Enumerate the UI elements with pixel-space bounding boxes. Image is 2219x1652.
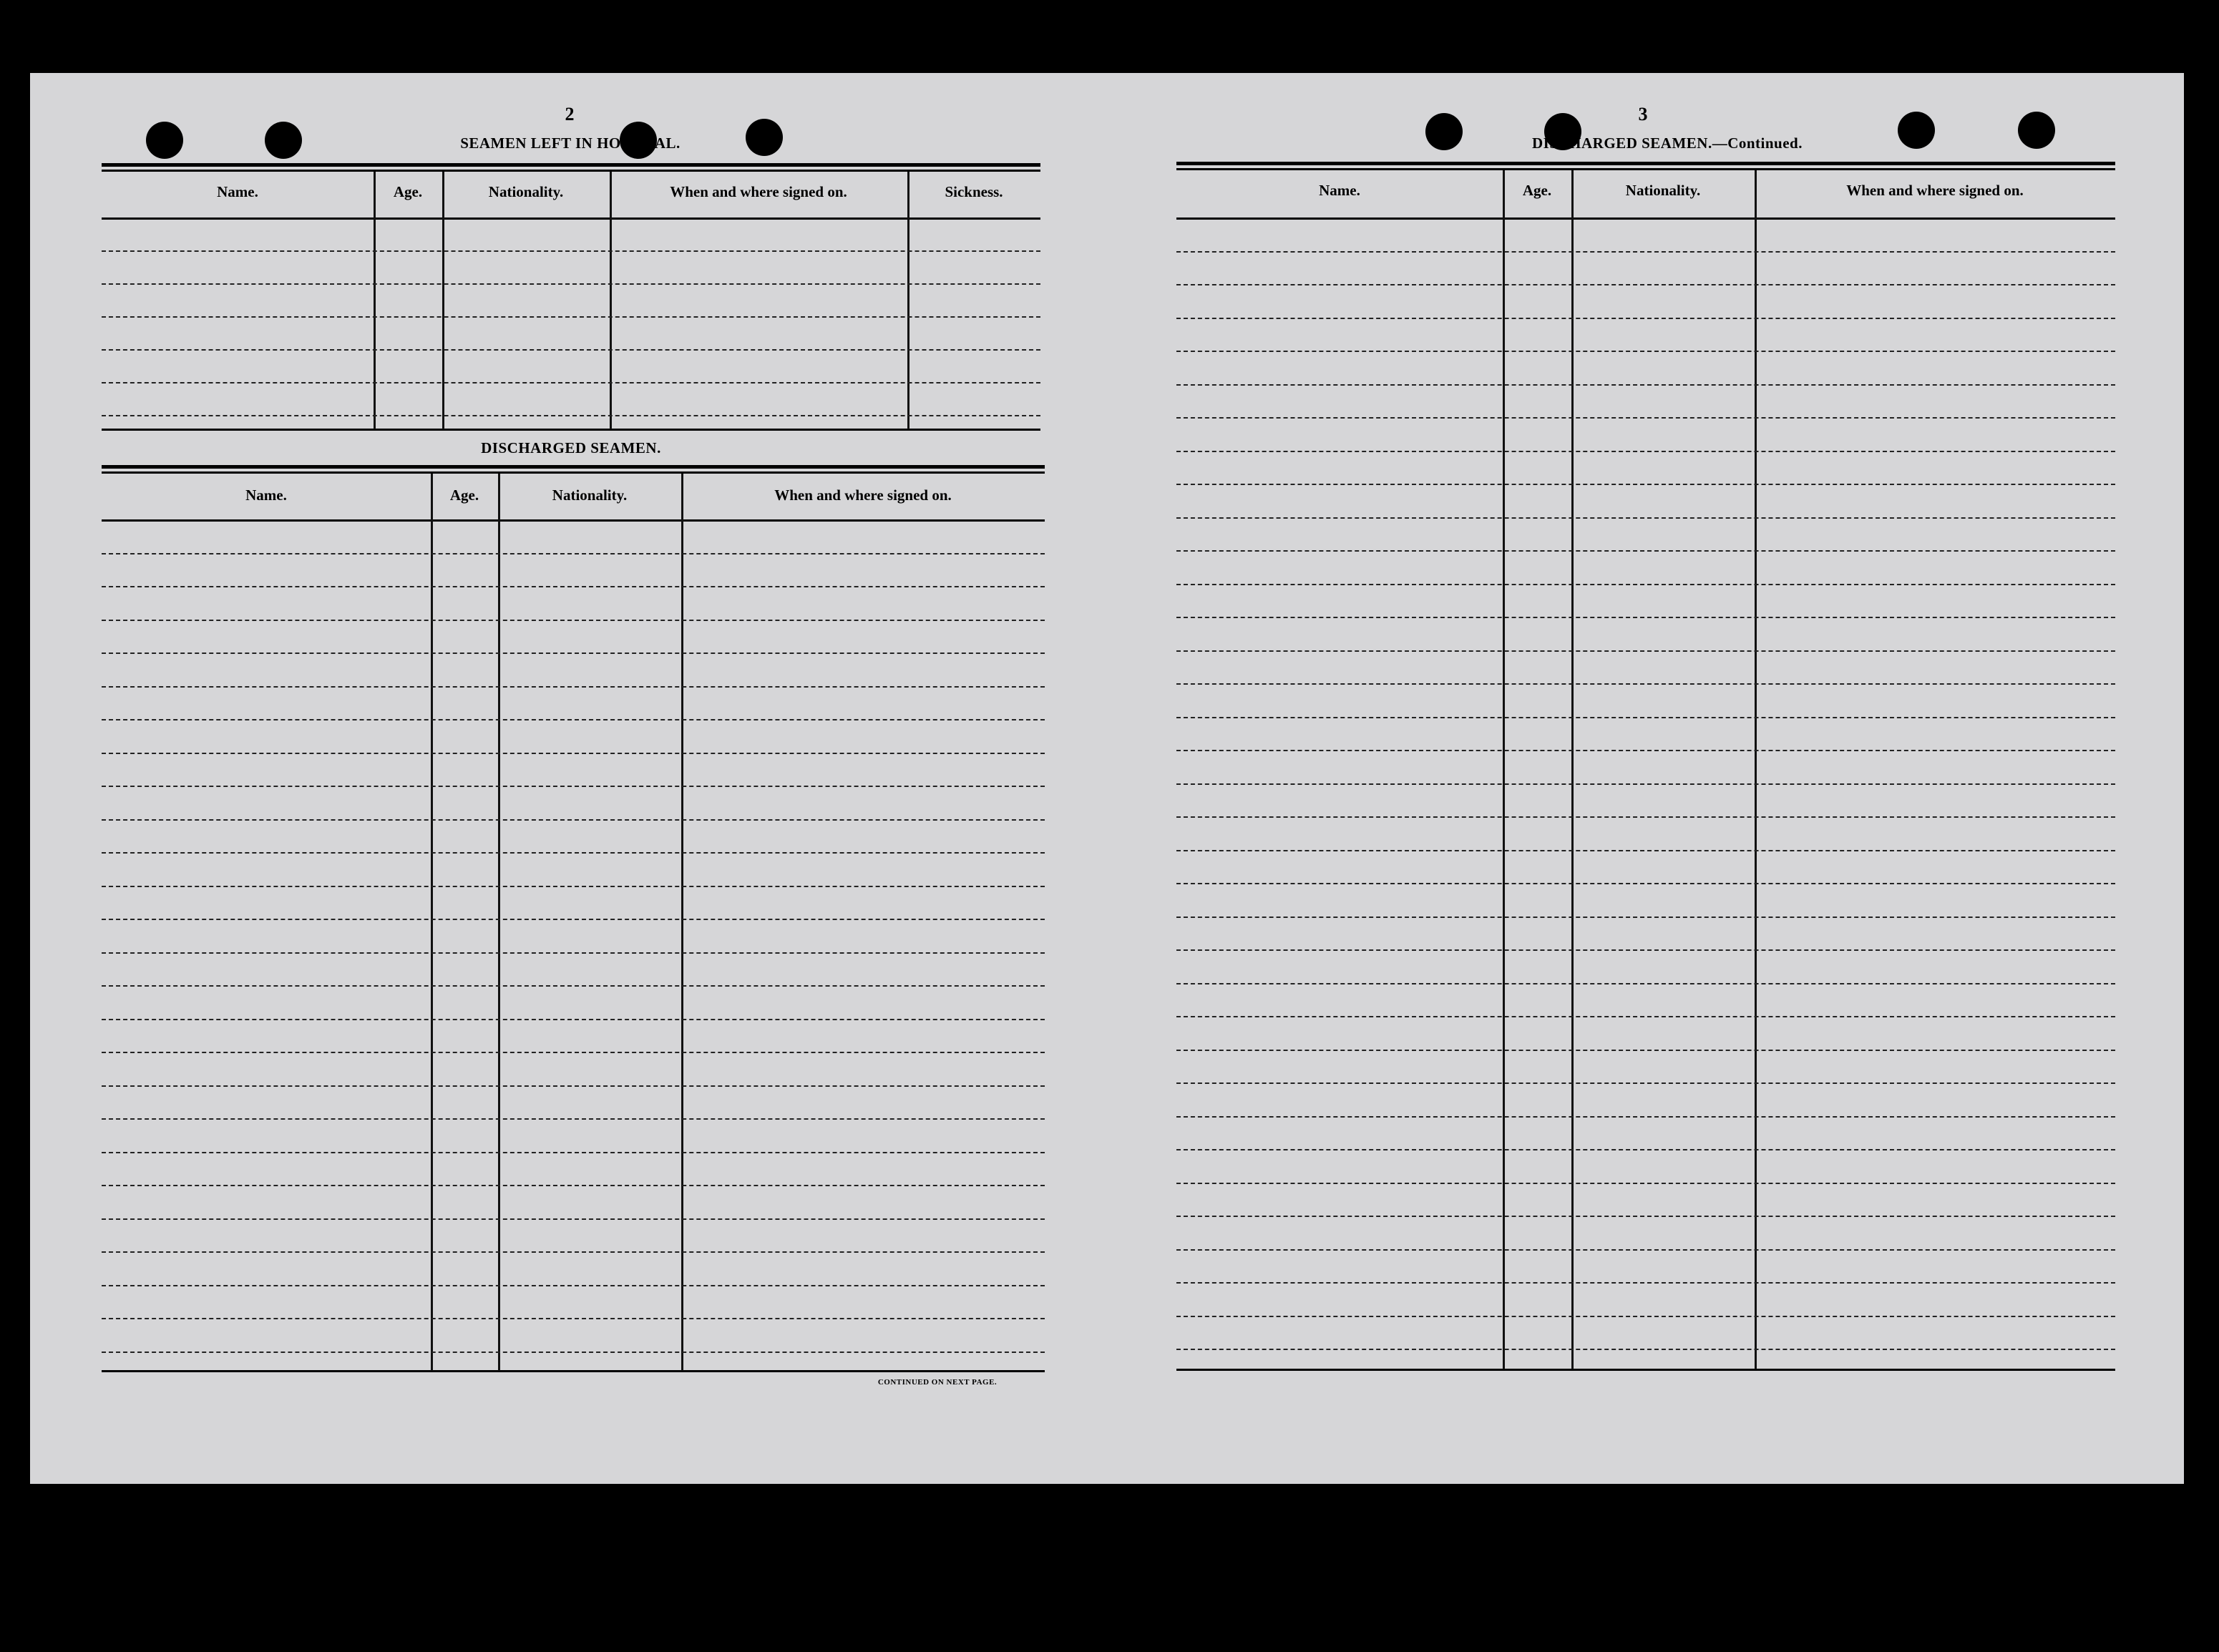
entry-line — [102, 1285, 1045, 1286]
punch-hole — [2018, 112, 2055, 149]
entry-line — [102, 786, 1045, 787]
rule-line — [102, 218, 1040, 220]
column-divider — [610, 172, 612, 429]
entry-line — [1176, 683, 2115, 685]
entry-line — [1176, 550, 2115, 552]
column-header: Name. — [245, 487, 287, 504]
entry-line — [1176, 617, 2115, 618]
entry-line — [102, 1085, 1045, 1087]
column-header: Nationality. — [1625, 182, 1701, 199]
column-header: Age. — [449, 487, 479, 504]
entry-line — [102, 985, 1045, 987]
entry-line — [1176, 1282, 2115, 1284]
column-header: Age. — [393, 183, 423, 200]
entry-line — [1176, 484, 2115, 485]
page-number-right: 3 — [1638, 104, 1648, 124]
rule-line — [102, 519, 1045, 522]
entry-line — [102, 1185, 1045, 1186]
column-header: Nationality. — [488, 183, 564, 200]
entry-line — [102, 250, 1040, 252]
entry-line — [102, 1251, 1045, 1253]
rule-line — [102, 170, 1040, 172]
entry-line — [102, 1052, 1045, 1053]
rule-line — [102, 471, 1045, 474]
punch-hole — [1425, 113, 1463, 150]
entry-line — [1176, 451, 2115, 452]
entry-line — [102, 753, 1045, 754]
column-header: When and where signed on. — [1846, 182, 2024, 199]
entry-line — [102, 620, 1045, 621]
rule-line — [102, 1370, 1045, 1372]
entry-line — [102, 586, 1045, 587]
entry-line — [102, 919, 1045, 920]
column-divider — [681, 474, 683, 1371]
entry-line — [102, 1152, 1045, 1153]
discharged-table — [102, 465, 1045, 1372]
entry-line — [1176, 1249, 2115, 1251]
entry-line — [1176, 1116, 2115, 1118]
entry-line — [1176, 650, 2115, 652]
entry-line — [1176, 717, 2115, 718]
column-header: When and where signed on. — [670, 183, 847, 200]
entry-line — [1176, 1316, 2115, 1317]
entry-line — [102, 1118, 1045, 1120]
discharged-table-title: DISCHARGED SEAMEN. — [481, 439, 661, 456]
entry-line — [102, 1218, 1045, 1220]
entry-line — [1176, 1349, 2115, 1350]
entry-line — [1176, 816, 2115, 818]
column-divider — [374, 172, 376, 429]
entry-line — [102, 653, 1045, 654]
rule-line — [1176, 168, 2115, 170]
entry-line — [1176, 384, 2115, 386]
entry-line — [1176, 983, 2115, 984]
rule-line — [102, 163, 1040, 167]
entry-line — [1176, 1082, 2115, 1084]
entry-line — [102, 1318, 1045, 1319]
entry-line — [102, 553, 1045, 554]
entry-line — [102, 415, 1040, 416]
entry-line — [102, 382, 1040, 383]
column-header: Nationality. — [552, 487, 628, 504]
entry-line — [102, 349, 1040, 351]
entry-line — [102, 316, 1040, 318]
column-divider — [442, 172, 444, 429]
discharged-continued-table — [1176, 162, 2115, 1371]
column-divider — [907, 172, 909, 429]
entry-line — [1176, 883, 2115, 884]
entry-line — [102, 686, 1045, 688]
entry-line — [1176, 1016, 2115, 1017]
entry-line — [1176, 318, 2115, 319]
column-divider — [498, 474, 500, 1371]
hospital-table-title: SEAMEN LEFT IN HOSPITAL. — [460, 135, 681, 152]
column-header: Name. — [1319, 182, 1360, 199]
entry-line — [1176, 351, 2115, 352]
entry-line — [1176, 584, 2115, 585]
entry-line — [102, 852, 1045, 854]
entry-line — [102, 886, 1045, 887]
column-header: Name. — [217, 183, 258, 200]
column-divider — [431, 474, 433, 1371]
entry-line — [1176, 1183, 2115, 1184]
discharged-continued-title: DISCHARGED SEAMEN.—Continued. — [1532, 135, 1803, 152]
rule-line — [1176, 1369, 2115, 1371]
punch-hole — [1898, 112, 1935, 149]
entry-line — [1176, 850, 2115, 851]
entry-line — [1176, 417, 2115, 419]
entry-line — [102, 719, 1045, 720]
page-number-left: 2 — [565, 104, 575, 124]
column-header: Age. — [1522, 182, 1552, 199]
entry-line — [102, 952, 1045, 954]
rule-line — [1176, 218, 2115, 220]
continued-note: CONTINUED ON NEXT PAGE. — [877, 1378, 998, 1387]
rule-line — [102, 429, 1040, 431]
entry-line — [1176, 284, 2115, 285]
entry-line — [1176, 251, 2115, 253]
entry-line — [102, 819, 1045, 821]
column-header: Sickness. — [945, 183, 1003, 200]
entry-line — [102, 283, 1040, 285]
entry-line — [102, 1019, 1045, 1020]
entry-line — [1176, 517, 2115, 519]
entry-line — [102, 1352, 1045, 1353]
rule-line — [1176, 162, 2115, 165]
entry-line — [1176, 783, 2115, 785]
entry-line — [1176, 750, 2115, 751]
entry-line — [1176, 1050, 2115, 1051]
hospital-table — [102, 163, 1040, 431]
rule-line — [102, 465, 1045, 469]
entry-line — [1176, 917, 2115, 918]
column-header: When and where signed on. — [774, 487, 952, 504]
entry-line — [1176, 949, 2115, 951]
entry-line — [1176, 1149, 2115, 1150]
entry-line — [1176, 1216, 2115, 1217]
